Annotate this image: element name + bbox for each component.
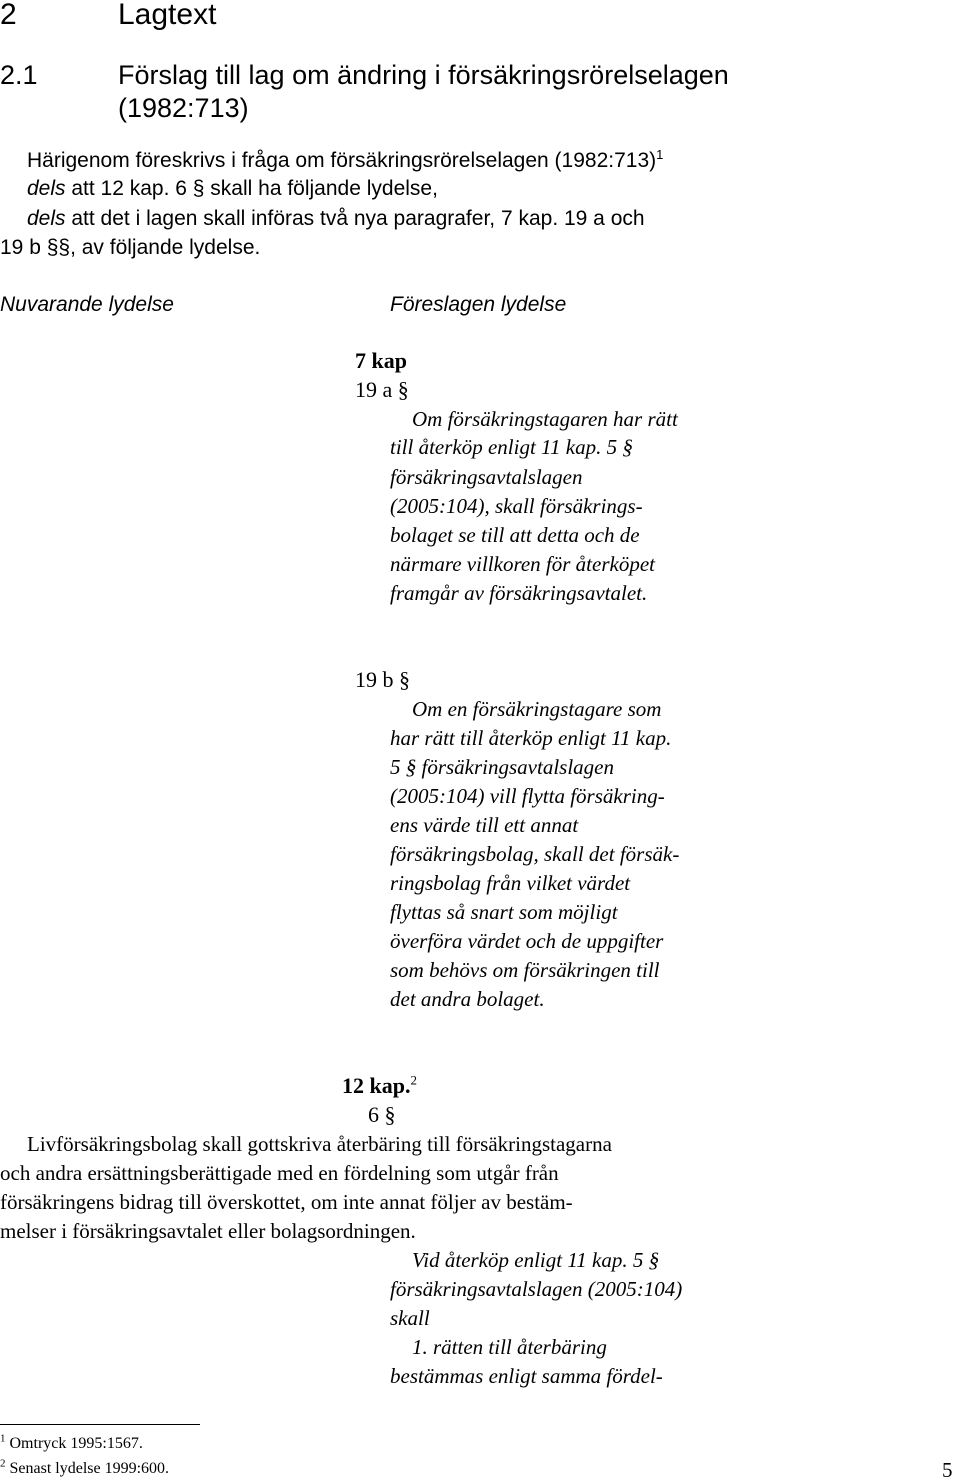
sec19b-line: (2005:104) vill flytta försäkring- [390,784,665,808]
sec19a-line: (2005:104), skall försäkrings- [390,494,643,518]
section-6-label: 6 § [368,1102,396,1127]
chapter-7-heading: 7 kap [355,348,407,373]
sec19b-line: Om en försäkringstagare som [412,697,662,721]
intro-text: Härigenom föreskrivs i fråga om försäkringsrörelselagen (1982:713) [27,149,657,172]
chapter-number: 2 [0,0,17,31]
footnote-number: 1 [0,1432,6,1445]
chapter-12-heading [342,1073,417,1099]
section-title-line2: (1982:713) [118,93,249,123]
sec19b-line: 5 § försäkringsavtalslagen [390,755,614,779]
new-text-line: bestämmas enligt samma fördel- [390,1364,663,1388]
sec19a-line: försäkringsavtalslagen [390,465,583,489]
sec19a-line-text: till återköp enligt 11 kap. 5 § [390,435,633,459]
footnote-number: 2 [0,1457,6,1470]
intro-line-3 [27,206,645,232]
footnote-text: Senast lydelse 1999:600. [9,1460,170,1477]
intro-text: att 12 kap. 6 § skall ha följande lydelse, [65,177,438,200]
sec19b-line: ens värde till ett annat [390,813,579,837]
intro-line-1 [27,148,663,174]
chapter-12-heading-text: 12 kap. [342,1073,411,1098]
intro-line-4: 19 b §§, av följande lydelse. [0,236,261,259]
footnote-2 [0,1459,169,1479]
section-19a-label: 19 a § [355,377,409,402]
page-number: 5 [942,1458,953,1482]
sec19a-line: Om försäkringstagaren har rätt [412,407,678,431]
new-text-line: 1. rätten till återbäring [412,1335,607,1359]
paragraph-line: och andra ersättningsberättigade med en fördelning som utgår från [0,1161,559,1185]
dels-label: dels [27,177,66,200]
sec19b-line: överföra värdet och de uppgifter [390,929,664,953]
section-heading [0,60,729,90]
sec19a-line [390,435,745,460]
footnote-ref-2: 2 [410,1072,417,1088]
footnote-text: Omtryck 1995:1567. [9,1435,143,1452]
dels-label: dels [27,207,66,230]
new-text-line: försäkringsavtalslagen (2005:104) [390,1277,683,1301]
sec19b-line: har rätt till återköp enligt 11 kap. [390,726,672,750]
sec19b-line: försäkringsbolag, skall det försäk- [390,842,680,866]
sec19a-line: bolaget se till att detta och de [390,523,640,547]
section-title-line1: Förslag till lag om ändring i försäkringsrörelselagen [118,60,729,90]
footnote-ref-1: 1 [656,147,664,162]
chapter-title: Lagtext [118,0,217,31]
sec19b-line: ringsbolag från vilket värdet [390,871,631,895]
footnote-divider [0,1424,200,1425]
sec19b-line: som behövs om försäkringen till [390,958,660,982]
section-19b-label: 19 b § [355,667,410,692]
proposed-version-label: Föreslagen lydelse [390,293,567,316]
intro-line-2 [27,176,438,202]
current-version-label: Nuvarande lydelse [0,293,174,316]
section-number: 2.1 [0,60,38,90]
sec19b-line: det andra bolaget. [390,987,545,1011]
sec19a-line: närmare villkoren för återköpet [390,552,655,576]
intro-text: att det i lagen skall införas två nya paragrafer, 7 kap. 19 a och [65,207,645,230]
sec19a-line: framgår av försäkringsavtalet. [390,581,648,605]
paragraph-line: Livförsäkringsbolag skall gottskriva återbäring till försäkringstagarna [27,1132,612,1156]
footnote-1 [0,1434,143,1454]
sec19b-line: flyttas så snart som möjligt [390,900,618,924]
chapter-heading [0,0,217,31]
new-text-line: Vid återköp enligt 11 kap. 5 § [412,1248,660,1272]
paragraph-line: försäkringens bidrag till överskottet, om inte annat följer av bestäm- [0,1190,573,1214]
paragraph-line: melser i försäkringsavtalet eller bolagsordningen. [0,1219,416,1243]
new-text-line: skall [390,1306,430,1330]
